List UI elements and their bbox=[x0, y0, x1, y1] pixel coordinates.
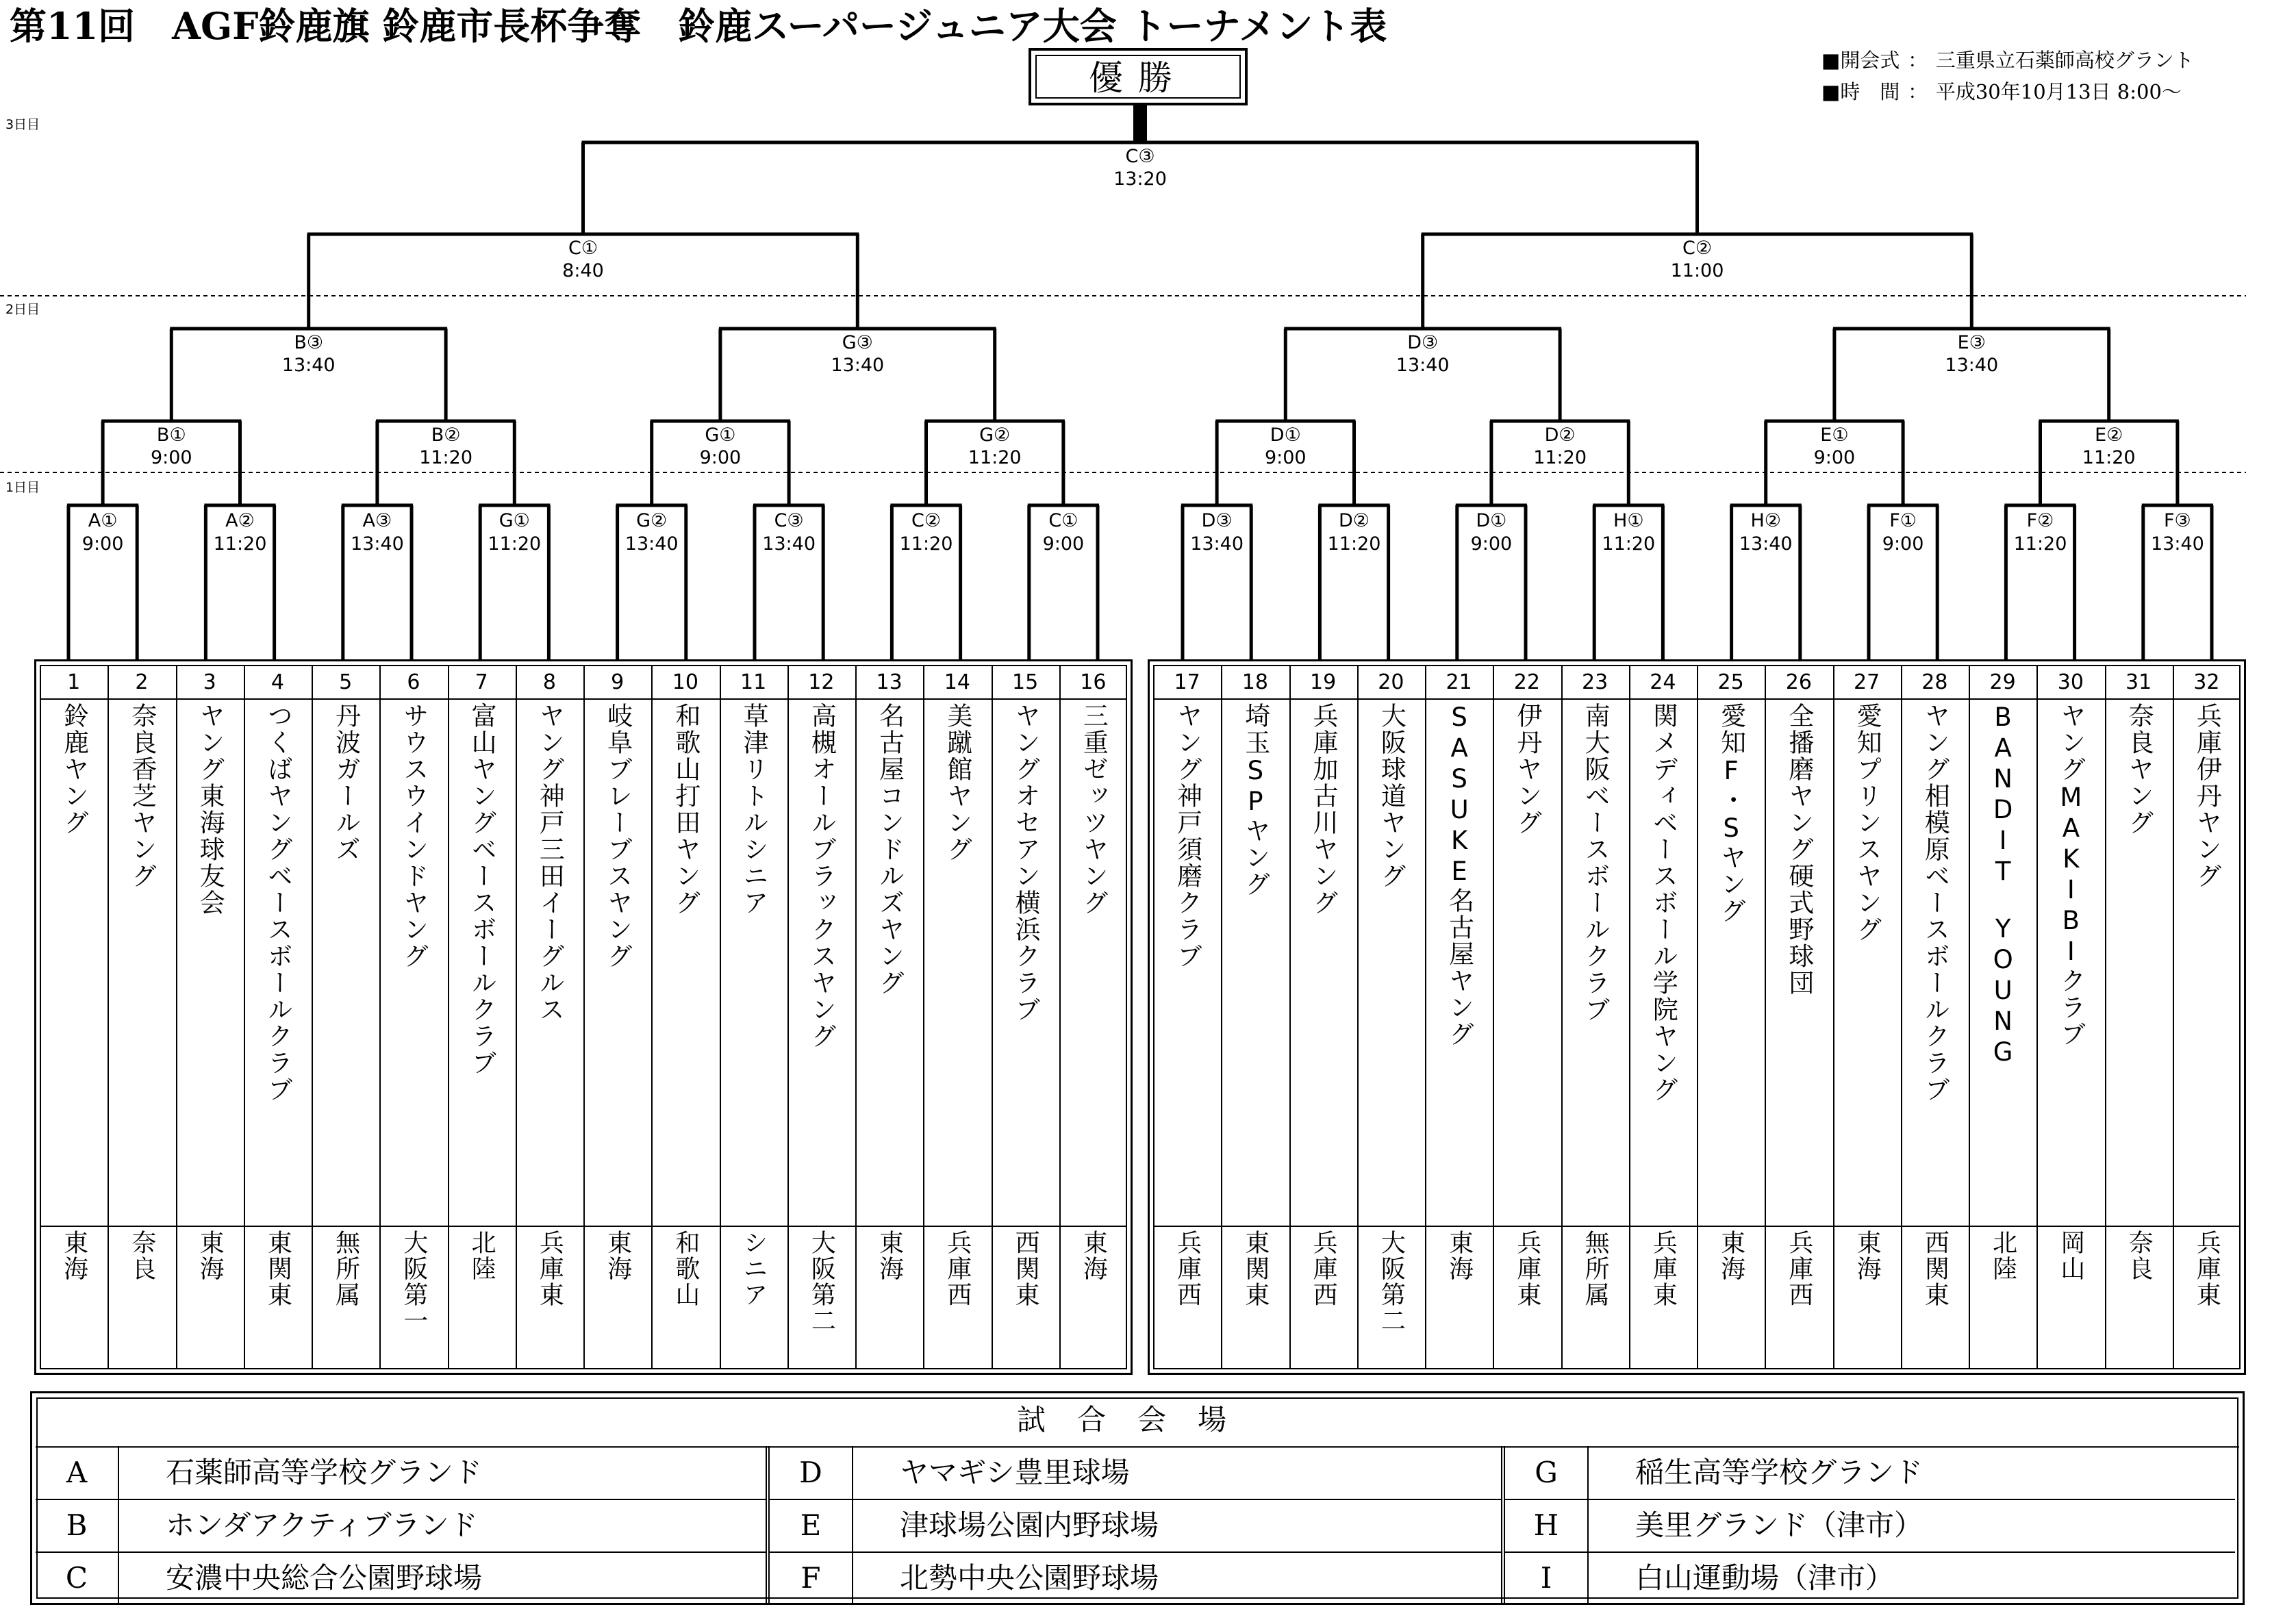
team-name: 兵庫伊丹ヤング bbox=[2192, 702, 2222, 889]
team-region: 無所属 bbox=[331, 1230, 360, 1308]
r1-match-code: D① bbox=[1476, 510, 1507, 531]
day-label-2: 2日目 bbox=[5, 302, 40, 317]
r1-match-time: 11:20 bbox=[1602, 533, 1656, 555]
team-column-separator bbox=[312, 665, 313, 1369]
venue-name: 石薬師高等学校グランド bbox=[166, 1456, 483, 1489]
team-region: 東海 bbox=[875, 1230, 904, 1282]
r2-match-time: 9:00 bbox=[150, 447, 192, 468]
venue-name: ヤマギシ豊里球場 bbox=[900, 1456, 1130, 1489]
venue-name: 津球場公園内野球場 bbox=[900, 1508, 1159, 1542]
team-number: 28 bbox=[1921, 670, 1948, 694]
team-number: 23 bbox=[1582, 670, 1609, 694]
r2-match-time: 11:20 bbox=[2082, 447, 2136, 468]
venue-name: 安濃中央総合公園野球場 bbox=[166, 1561, 483, 1595]
team-region: 大阪第二 bbox=[1377, 1230, 1406, 1334]
sf-match-time: 11:00 bbox=[1670, 260, 1724, 281]
team-number: 18 bbox=[1241, 670, 1268, 694]
qf-match-time: 13:40 bbox=[1945, 355, 1999, 376]
team-number: 1 bbox=[67, 670, 81, 694]
team-number: 25 bbox=[1717, 670, 1744, 694]
r1-match-code: A② bbox=[225, 510, 255, 531]
team-number: 22 bbox=[1513, 670, 1540, 694]
team-name: 美蹴館ヤング bbox=[942, 702, 972, 863]
r2-match-code: D② bbox=[1544, 425, 1576, 446]
venue-letter: B bbox=[66, 1508, 88, 1542]
team-number: 20 bbox=[1378, 670, 1404, 694]
venue-letter: F bbox=[800, 1561, 821, 1595]
team-region: 岡山 bbox=[2056, 1230, 2085, 1282]
r2-match-time: 9:00 bbox=[1264, 447, 1307, 468]
team-number: 32 bbox=[2193, 670, 2220, 694]
team-name: 奈良香芝ヤング bbox=[127, 702, 157, 889]
qf-match-time: 13:40 bbox=[831, 355, 885, 376]
team-region: 東関東 bbox=[264, 1230, 292, 1308]
sf-match-code: C② bbox=[1682, 238, 1713, 259]
team-name: 奈良ヤング bbox=[2124, 702, 2154, 836]
team-column-separator bbox=[720, 665, 721, 1369]
team-name: ヤング東海球友会 bbox=[195, 702, 225, 916]
team-column-separator bbox=[1561, 665, 1563, 1369]
team-column-separator bbox=[244, 665, 245, 1369]
r1-match-code: H② bbox=[1750, 510, 1781, 531]
team-number: 14 bbox=[944, 670, 970, 694]
final-match-code: C③ bbox=[1125, 146, 1155, 167]
team-number: 3 bbox=[203, 670, 216, 694]
team-region: 兵庫東 bbox=[1513, 1230, 1541, 1308]
team-name: 埼玉SPヤング bbox=[1240, 702, 1270, 898]
day-label-3: 3日目 bbox=[5, 117, 40, 132]
team-region: 兵庫西 bbox=[1309, 1230, 1338, 1308]
team-number: 7 bbox=[475, 670, 488, 694]
venue-letter: E bbox=[800, 1508, 822, 1542]
r1-match-time: 11:20 bbox=[1327, 533, 1381, 555]
r1-match-time: 11:20 bbox=[213, 533, 267, 555]
team-name: 草津リトルシニア bbox=[739, 702, 769, 916]
team-region: 兵庫東 bbox=[1649, 1230, 1678, 1308]
team-column-separator bbox=[448, 665, 449, 1369]
team-name: サウスウインドヤング bbox=[399, 702, 429, 970]
venue-letter: A bbox=[66, 1456, 88, 1489]
venue-name: 美里グランド（津市） bbox=[1635, 1508, 1923, 1542]
time-separator: ： bbox=[1908, 80, 1928, 103]
team-number: 11 bbox=[740, 670, 767, 694]
team-region: 東海 bbox=[60, 1230, 88, 1282]
r1-match-time: 9:00 bbox=[1042, 533, 1085, 555]
team-column-separator bbox=[1833, 665, 1834, 1369]
qf-match-code: E③ bbox=[1957, 332, 1986, 353]
team-region: 東海 bbox=[1853, 1230, 1882, 1282]
r1-match-time: 13:40 bbox=[1739, 533, 1793, 555]
r2-match-time: 9:00 bbox=[699, 447, 742, 468]
qf-match-code: B③ bbox=[294, 332, 324, 353]
time-label: ■時 間 bbox=[1821, 80, 1900, 103]
team-region: 東海 bbox=[1717, 1230, 1745, 1282]
team-name: 大阪球道ヤング bbox=[1376, 702, 1406, 889]
ceremony-separator: ： bbox=[1908, 49, 1928, 72]
team-column-separator bbox=[2036, 665, 2038, 1369]
team-name: BANDIT YOUNG bbox=[1988, 702, 2018, 1068]
r1-match-time: 13:40 bbox=[350, 533, 404, 555]
venue-letter-separator bbox=[118, 1446, 119, 1604]
team-name: 名古屋コンドルズヤング bbox=[874, 702, 905, 996]
team-region: 兵庫西 bbox=[1784, 1230, 1813, 1308]
team-name: 鈴鹿ヤング bbox=[59, 702, 89, 836]
qf-match-code: G③ bbox=[842, 332, 873, 353]
team-region: 兵庫西 bbox=[943, 1230, 972, 1308]
r1-match-time: 13:40 bbox=[2150, 533, 2204, 555]
r1-match-code: D② bbox=[1339, 510, 1370, 531]
venue-letter: D bbox=[799, 1456, 822, 1489]
venue-letter: H bbox=[1533, 1508, 1559, 1542]
team-name: 南大阪ベースボールクラブ bbox=[1580, 702, 1611, 1023]
r2-match-code: D① bbox=[1270, 425, 1301, 446]
team-region: 東海 bbox=[603, 1230, 632, 1282]
team-column-separator bbox=[108, 665, 109, 1369]
venue-letter: G bbox=[1535, 1456, 1558, 1489]
team-number: 29 bbox=[1989, 670, 2016, 694]
r2-match-code: G② bbox=[979, 425, 1011, 446]
r1-match-time: 13:40 bbox=[1190, 533, 1244, 555]
team-column-separator bbox=[1493, 665, 1494, 1369]
team-number: 31 bbox=[2125, 670, 2152, 694]
team-column-separator bbox=[379, 665, 381, 1369]
team-name: 和歌山打田ヤング bbox=[670, 702, 701, 916]
team-number: 30 bbox=[2057, 670, 2084, 694]
r2-match-code: B② bbox=[431, 425, 461, 446]
team-number: 16 bbox=[1080, 670, 1107, 694]
r1-match-time: 11:20 bbox=[899, 533, 953, 555]
r1-match-code: A③ bbox=[362, 510, 392, 531]
r1-match-time: 11:20 bbox=[488, 533, 542, 555]
team-column-separator bbox=[1357, 665, 1359, 1369]
team-column-separator bbox=[651, 665, 653, 1369]
team-column-separator bbox=[787, 665, 789, 1369]
team-region: 東海 bbox=[196, 1230, 225, 1282]
team-number: 19 bbox=[1310, 670, 1337, 694]
team-name: 伊丹ヤング bbox=[1512, 702, 1542, 836]
team-name: 愛知プリンスヤング bbox=[1852, 702, 1882, 943]
final-match-time: 13:20 bbox=[1113, 168, 1167, 190]
venue-letter: I bbox=[1540, 1561, 1552, 1595]
r2-match-time: 11:20 bbox=[1533, 447, 1587, 468]
team-number: 4 bbox=[270, 670, 284, 694]
ceremony-label: ■開会式 bbox=[1821, 49, 1900, 72]
team-name: ヤング神戸三田イーグルス bbox=[535, 702, 565, 1023]
champion-label: 優勝 bbox=[1035, 55, 1241, 99]
team-name: 三重ゼッツヤング bbox=[1078, 702, 1109, 916]
team-number: 17 bbox=[1174, 670, 1200, 694]
qf-match-time: 13:40 bbox=[281, 355, 336, 376]
team-column-separator bbox=[1289, 665, 1291, 1369]
team-region: 西関東 bbox=[1921, 1230, 1950, 1308]
r2-match-time: 9:00 bbox=[1813, 447, 1856, 468]
team-column-separator bbox=[1059, 665, 1061, 1369]
venue-name: 稲生高等学校グランド bbox=[1635, 1456, 1923, 1489]
team-name: つくばヤングベースボールクラブ bbox=[263, 702, 293, 1103]
team-number: 15 bbox=[1012, 670, 1039, 694]
sf-match-code: C① bbox=[568, 238, 598, 259]
r1-match-time: 13:40 bbox=[625, 533, 679, 555]
team-column-separator bbox=[1697, 665, 1698, 1369]
team-name: ヤング相模原ベースボールクラブ bbox=[1920, 702, 1950, 1103]
sf-match-time: 8:40 bbox=[562, 260, 604, 281]
team-region: シニア bbox=[740, 1230, 768, 1308]
team-region: 東関東 bbox=[1241, 1230, 1270, 1308]
r1-match-time: 9:00 bbox=[1882, 533, 1924, 555]
team-region: 東海 bbox=[1079, 1230, 1108, 1282]
team-region: 東海 bbox=[1445, 1230, 1474, 1282]
r1-match-code: F③ bbox=[2164, 510, 2191, 531]
r1-match-time: 11:20 bbox=[2013, 533, 2067, 555]
r1-match-code: G② bbox=[636, 510, 668, 531]
r1-match-time: 13:40 bbox=[762, 533, 816, 555]
team-name: 富山ヤングベースボールクラブ bbox=[467, 702, 497, 1076]
team-region: 大阪第一 bbox=[399, 1230, 428, 1334]
venue-name: 北勢中央公園野球場 bbox=[900, 1561, 1159, 1595]
team-name: ヤングオセアン横浜クラブ bbox=[1011, 702, 1041, 1023]
team-number: 2 bbox=[135, 670, 149, 694]
team-name: SASUKE名古屋ヤング bbox=[1444, 702, 1474, 1048]
r1-match-code: C① bbox=[1048, 510, 1078, 531]
team-number: 10 bbox=[672, 670, 698, 694]
r2-match-code: B① bbox=[156, 425, 186, 446]
team-column-separator bbox=[855, 665, 857, 1369]
team-column-separator bbox=[583, 665, 585, 1369]
team-column-separator bbox=[992, 665, 993, 1369]
team-region: 北陸 bbox=[468, 1230, 496, 1282]
r1-match-code: C② bbox=[911, 510, 942, 531]
venue-table-title: 試合会場 bbox=[1016, 1403, 1258, 1436]
venue-letter-separator bbox=[852, 1446, 853, 1604]
team-column-separator bbox=[176, 665, 177, 1369]
team-region: 無所属 bbox=[1581, 1230, 1610, 1308]
team-number: 24 bbox=[1650, 670, 1676, 694]
team-number: 9 bbox=[611, 670, 625, 694]
team-region: 西関東 bbox=[1011, 1230, 1040, 1308]
team-column-separator bbox=[1629, 665, 1630, 1369]
team-column-separator bbox=[923, 665, 924, 1369]
team-region: 大阪第二 bbox=[807, 1230, 836, 1334]
team-number: 12 bbox=[808, 670, 835, 694]
team-column-separator bbox=[2105, 665, 2106, 1369]
team-column-separator bbox=[1425, 665, 1426, 1369]
venue-letter: C bbox=[65, 1561, 88, 1595]
team-name: 関メディベースボール学院ヤング bbox=[1648, 702, 1678, 1103]
r1-match-code: F① bbox=[1889, 510, 1917, 531]
team-name: 丹波ガールズ bbox=[331, 702, 361, 863]
r1-match-code: D③ bbox=[1201, 510, 1233, 531]
r1-match-code: C③ bbox=[774, 510, 804, 531]
team-name: 高槻オールブラックスヤング bbox=[807, 702, 837, 1050]
team-name: 愛知F・Sヤング bbox=[1716, 702, 1746, 924]
page-title: 第11回 AGF鈴鹿旗 鈴鹿市長杯争奪 鈴鹿スーパージュニア大会 トーナメント表 bbox=[10, 4, 1387, 48]
team-number: 13 bbox=[876, 670, 903, 694]
r1-match-time: 9:00 bbox=[81, 533, 124, 555]
team-column-separator bbox=[1221, 665, 1222, 1369]
qf-match-time: 13:40 bbox=[1396, 355, 1450, 376]
ceremony-value: 三重県立石薬師高校グラント bbox=[1935, 49, 2194, 72]
team-region: 兵庫東 bbox=[535, 1230, 564, 1308]
team-region: 和歌山 bbox=[671, 1230, 700, 1308]
venue-letter-separator bbox=[1587, 1446, 1589, 1604]
r1-match-code: F② bbox=[2026, 510, 2054, 531]
team-region: 北陸 bbox=[1989, 1230, 2017, 1282]
team-name: 岐阜ブレーブスヤング bbox=[603, 702, 633, 970]
team-column-separator bbox=[516, 665, 517, 1369]
team-region: 兵庫東 bbox=[2193, 1230, 2221, 1308]
team-number: 6 bbox=[407, 670, 420, 694]
r1-match-time: 9:00 bbox=[1470, 533, 1513, 555]
day-label-1: 1日目 bbox=[5, 480, 40, 495]
r2-match-code: G① bbox=[705, 425, 736, 446]
team-name: ヤング神戸須磨クラブ bbox=[1172, 702, 1202, 970]
r2-match-code: E② bbox=[2095, 425, 2123, 446]
qf-match-code: D③ bbox=[1407, 332, 1439, 353]
team-name: ヤングMAKIBIクラブ bbox=[2056, 702, 2086, 1048]
team-region: 兵庫西 bbox=[1173, 1230, 1202, 1308]
team-number: 27 bbox=[1854, 670, 1880, 694]
team-number: 8 bbox=[542, 670, 556, 694]
team-name: 兵庫加古川ヤング bbox=[1309, 702, 1339, 916]
r1-match-code: G① bbox=[499, 510, 530, 531]
team-column-separator bbox=[1969, 665, 1970, 1369]
r1-match-code: A① bbox=[88, 510, 118, 531]
time-value: 平成30年10月13日 8:00～ bbox=[1935, 80, 2182, 103]
r2-match-time: 11:20 bbox=[968, 447, 1022, 468]
team-number: 26 bbox=[1785, 670, 1812, 694]
r1-match-code: H① bbox=[1613, 510, 1644, 531]
venue-name: 白山運動場（津市） bbox=[1635, 1561, 1895, 1595]
team-column-separator bbox=[1765, 665, 1766, 1369]
team-region: 奈良 bbox=[2125, 1230, 2154, 1282]
team-number: 21 bbox=[1446, 670, 1472, 694]
team-name: 全播磨ヤング硬式野球団 bbox=[1784, 702, 1814, 996]
team-region: 奈良 bbox=[127, 1230, 156, 1282]
team-column-separator bbox=[1901, 665, 1902, 1369]
r2-match-time: 11:20 bbox=[419, 447, 473, 468]
team-number: 5 bbox=[339, 670, 353, 694]
venue-name: ホンダアクティブランド bbox=[166, 1508, 478, 1542]
team-column-separator bbox=[2173, 665, 2174, 1369]
r2-match-code: E① bbox=[1820, 425, 1849, 446]
